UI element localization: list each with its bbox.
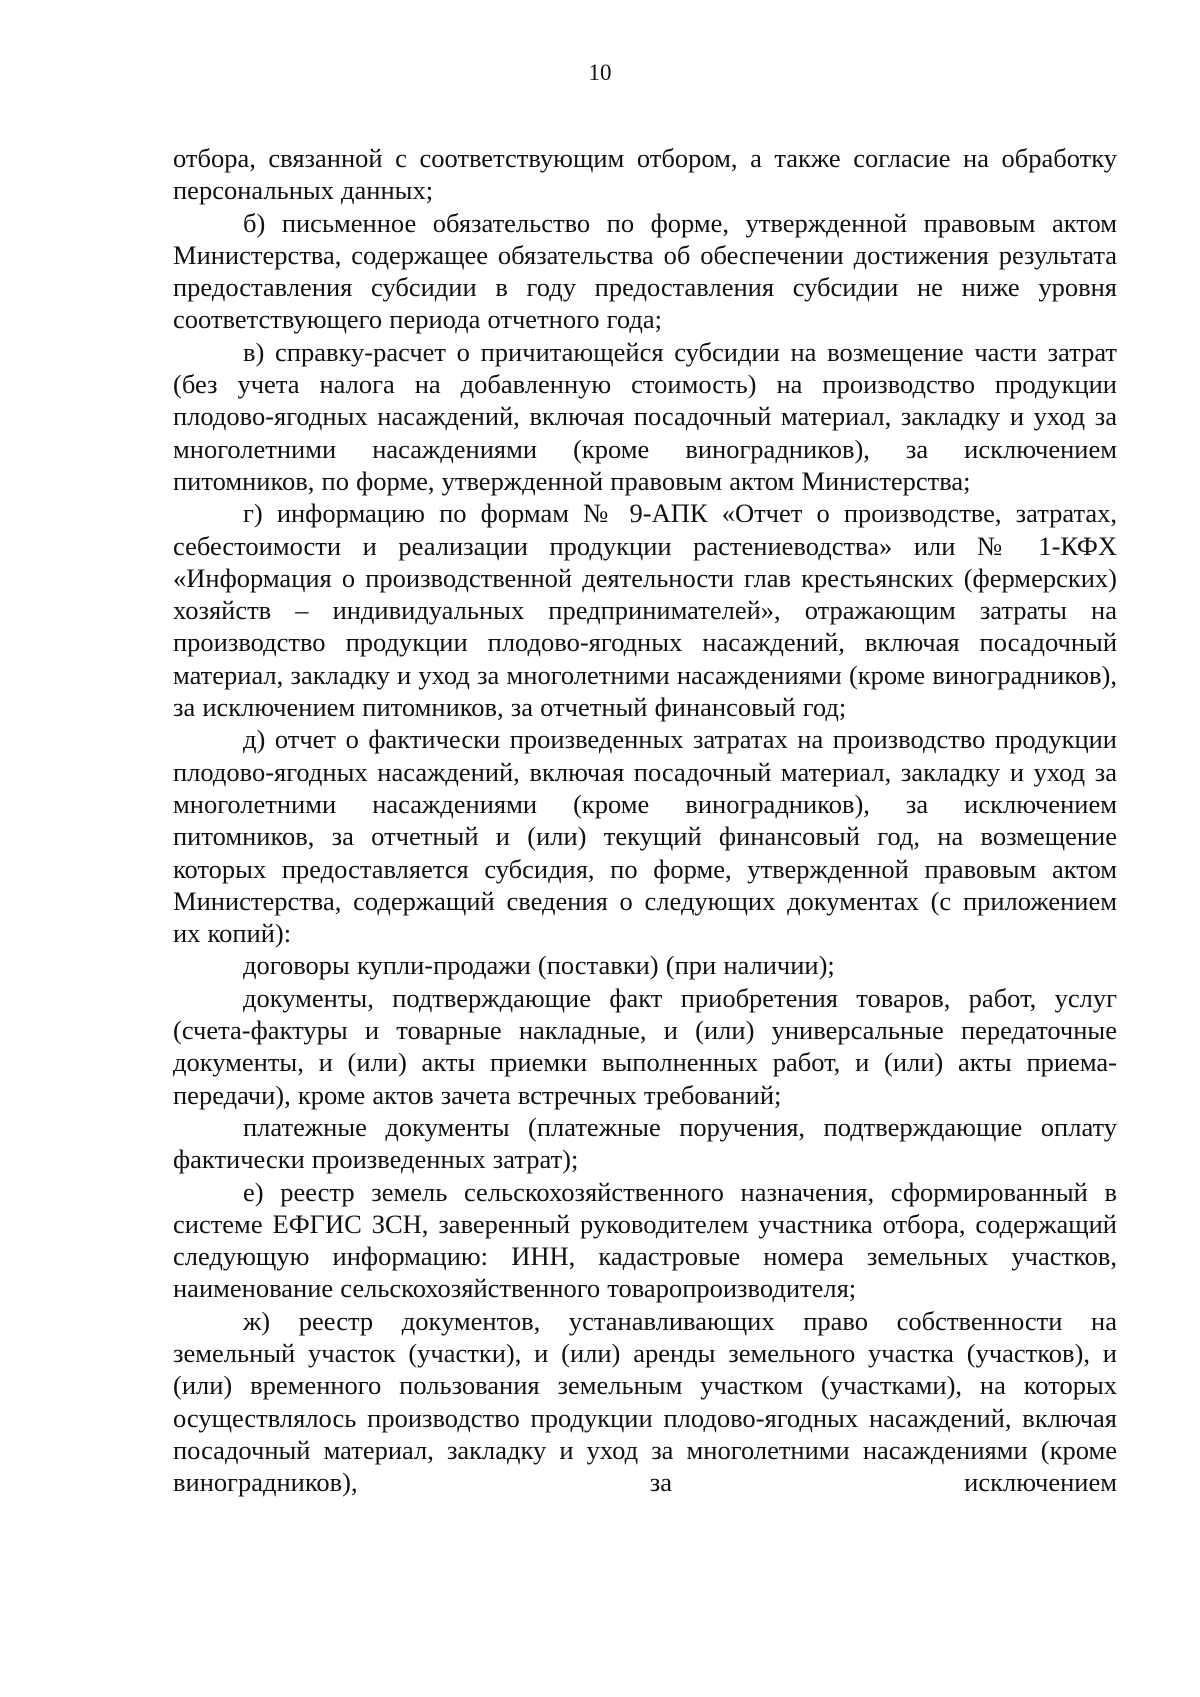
page-number: 10 bbox=[588, 60, 612, 85]
paragraph-continuation: отбора, связанной с соответствующим отбором, а также согласие на обработку персональных данных; bbox=[173, 143, 1117, 206]
paragraph-item-d: д) отчет о фактически произведенных затратах на производство продукции плодово-ягодных насаждений, включая посадочный материал, закладку и уход за многолетними насаждениями (кроме виноградников), за исключением питомников, за отчетный и (или) текущий финансовый год, на возмещение которых предоставляется субсидия, по форме, утвержденной правовым актом Министерства, содержащий сведения о следующих документах (с приложением их копий): bbox=[173, 724, 1117, 949]
paragraph-payment-documents: платежные документы (платежные поручения, подтверждающие оплату фактически произведенных затрат); bbox=[173, 1111, 1117, 1175]
paragraph-contracts: договоры купли-продажи (поставки) (при наличии); bbox=[243, 950, 835, 981]
document-body bbox=[173, 142, 1117, 1498]
paragraph-item-e: е) реестр земель сельскохозяйственного назначения, сформированный в системе ЕФГИС ЗСН, заверенный руководителем участника отбора, содержащий следующую информацию: ИНН, кадастровые номера земельных участков, наименование сельскохозяйственного товаропроизводителя; bbox=[173, 1176, 1117, 1304]
paragraph-item-g: г) информацию по формам № 9-АПК «Отчет о производстве, затратах, себестоимости и реализации продукции растениеводства» или № 1-КФХ «Информация о производственной деятельности глав крестьянских (фермерских) хозяйств – индивидуальных предпринимателей», отражающим затраты на производство продукции плодово-ягодных насаждений, включая посадочный материал, закладку и уход за многолетними насаждениями (кроме виноградников), за исключением питомников, за отчетный финансовый год; bbox=[173, 498, 1117, 723]
paragraph-item-b: б) письменное обязательство по форме, утвержденной правовым актом Министерства, содержащее обязательства об обеспечении достижения результата предоставления субсидии в году предоставления субсидии не ниже уровня соответствующего периода отчетного года; bbox=[173, 207, 1117, 335]
paragraph-purchase-documents: документы, подтверждающие факт приобретения товаров, работ, услуг (счета-фактуры и товарные накладные, и (или) универсальные передаточные документы, и (или) акты приемки выполненных работ, и (или) акты приема-передачи), кроме актов зачета встречных требований; bbox=[173, 982, 1117, 1110]
paragraph-item-zh: ж) реестр документов, устанавливающих право собственности на земельный участок (участки), и (или) аренды земельного участка (участков), и (или) временного пользования земельным участком (участками), на которых осуществлялось производство продукции плодово-ягодных насаждений, включая посадочный материал, закладку и уход за многолетними насаждениями (кроме виноградников), за исключением bbox=[173, 1305, 1117, 1498]
paragraph-item-v: в) справку-расчет о причитающейся субсидии на возмещение части затрат (без учета налога на добавленную стоимость) на производство продукции плодово-ягодных насаждений, включая посадочный материал, закладку и уход за многолетними насаждениями (кроме виноградников), за исключением питомников, по форме, утвержденной правовым актом Министерства; bbox=[173, 336, 1117, 496]
